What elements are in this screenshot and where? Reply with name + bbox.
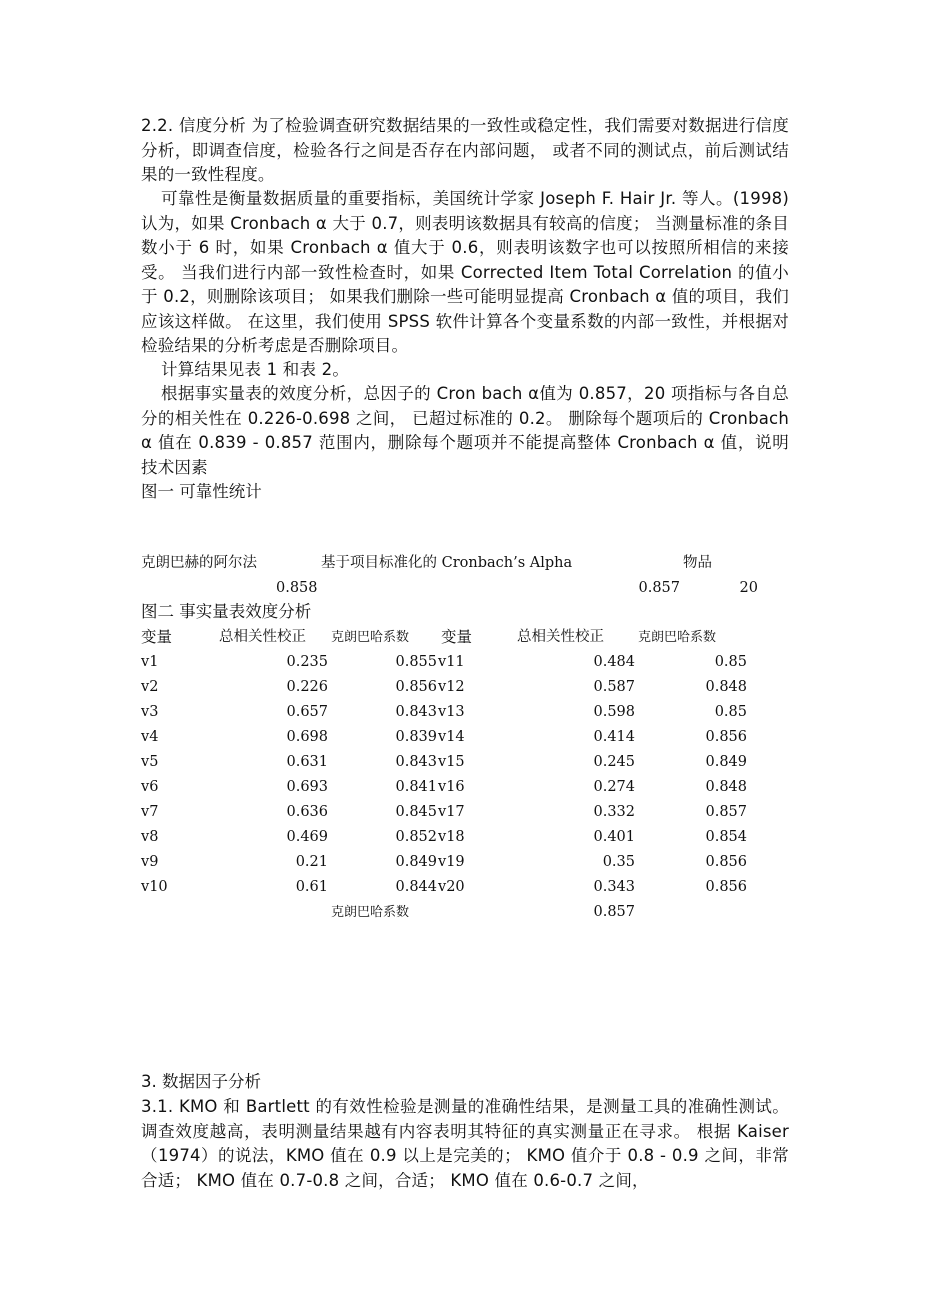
cell-variable-left: v1 — [141, 654, 159, 670]
col-header-corrected-2: 总相关性校正 — [517, 629, 604, 645]
section-3-1-paragraph: 3.1. KMO 和 Bartlett 的有效性检验是测量的准确性结果，是测量工具的准确性测试。 调查效度越高，表明测量结果越有内容表明其特征的真实测量正在寻求。 根据 Kaiser（1974）的说法，KMO 值在 0.9 以上是完美的； KMO 值介于 0.8 - 0.9 之间，非常合适； KMO 值在 0.7-0.8 之间，合适； KMO 值在 0.6-0.7 之间， — [141, 1097, 789, 1190]
cell-variable-left: v3 — [141, 704, 159, 720]
cell-corrected-right: 0.343 — [593, 879, 635, 895]
cell-alpha-left: 0.856 — [395, 679, 437, 695]
figure-2-caption: 图二 事实量表效度分析 — [141, 602, 312, 621]
header-cronbach-alpha: 克朗巴赫的阿尔法 — [141, 555, 257, 571]
cell-variable-left: v10 — [141, 879, 168, 895]
cell-corrected-left: 0.631 — [286, 754, 328, 770]
cell-corrected-right: 0.332 — [593, 804, 635, 820]
section-3-heading: 3. 数据因子分析 — [141, 1072, 261, 1091]
cell-alpha-left: 0.845 — [395, 804, 437, 820]
cell-corrected-right: 0.401 — [593, 829, 635, 845]
footer-alpha-value: 0.857 — [593, 904, 635, 920]
cell-variable-right: v18 — [438, 829, 465, 845]
cell-alpha-left: 0.844 — [395, 879, 437, 895]
cell-variable-right: v17 — [438, 804, 465, 820]
cell-corrected-left: 0.657 — [286, 704, 328, 720]
cell-variable-left: v5 — [141, 754, 159, 770]
cell-corrected-right: 0.35 — [602, 854, 635, 870]
cell-corrected-left: 0.636 — [286, 804, 328, 820]
value-items: 20 — [739, 580, 758, 596]
cell-alpha-left: 0.843 — [395, 704, 437, 720]
reliability-paragraph: 可靠性是衡量数据质量的重要指标，美国统计学家 Joseph F. Hair Jr. 等人。(1998) 认为，如果 Cronbach α 大于 0.7，则表明该数据具有较高的信度； 当测量标准的条目数小于 6 时，如果 Cronbach α 值大于 0.6，则表明该数字也可以按照所相信的来接受。 当我们进行内部一致性检查时，如果 Corrected Item Total Correlation 的值小于 0.2，则删除该项目； 如果我们删除一些可能明显提高 Cronbach α 值的项目，我们应该这样做。 在这里，我们使用 SPSS 软件计算各个变量系数的内部一致性，并根据对检验结果的分析考虑是否删除项目。 — [141, 189, 789, 355]
cell-alpha-right: 0.848 — [705, 679, 747, 695]
results-reference: 计算结果见表 1 和表 2。 — [161, 360, 350, 379]
cell-alpha-right: 0.857 — [705, 804, 747, 820]
cell-variable-right: v16 — [438, 779, 465, 795]
cell-corrected-left: 0.698 — [286, 729, 328, 745]
cell-corrected-right: 0.414 — [593, 729, 635, 745]
cell-corrected-right: 0.598 — [593, 704, 635, 720]
cell-corrected-left: 0.21 — [295, 854, 328, 870]
cell-variable-left: v2 — [141, 679, 159, 695]
cell-variable-right: v20 — [438, 879, 465, 895]
cell-alpha-right: 0.856 — [705, 854, 747, 870]
cell-variable-right: v14 — [438, 729, 465, 745]
cell-variable-right: v12 — [438, 679, 465, 695]
col-header-variable-2: 变量 — [441, 628, 473, 646]
figure-1-caption: 图一 可靠性统计 — [141, 482, 262, 501]
cell-alpha-right: 0.848 — [705, 779, 747, 795]
col-header-corrected-1: 总相关性校正 — [219, 629, 306, 645]
cell-variable-right: v11 — [438, 654, 465, 670]
cell-corrected-left: 0.693 — [286, 779, 328, 795]
cell-variable-right: v19 — [438, 854, 465, 870]
cell-alpha-right: 0.856 — [705, 879, 747, 895]
cell-corrected-left: 0.469 — [286, 829, 328, 845]
cell-variable-left: v6 — [141, 779, 159, 795]
footer-alpha-label: 克朗巴哈系数 — [331, 905, 410, 920]
cell-alpha-right: 0.854 — [705, 829, 747, 845]
cell-alpha-right: 0.856 — [705, 729, 747, 745]
cell-alpha-left: 0.855 — [395, 654, 437, 670]
value-standardized-alpha: 0.857 — [638, 580, 680, 596]
cell-variable-left: v9 — [141, 854, 159, 870]
cell-corrected-right: 0.245 — [593, 754, 635, 770]
cell-variable-right: v15 — [438, 754, 465, 770]
cell-variable-right: v13 — [438, 704, 465, 720]
header-standardized-alpha: 基于项目标准化的 Cronbach’s Alpha — [321, 555, 573, 571]
section-2-2-paragraph: 2.2. 信度分析 为了检验调查研究数据结果的一致性或稳定性，我们需要对数据进行信度分析，即调查信度，检验各行之间是否存在内部问题， 或者不同的测试点，前后测试结果的一致性程度。 — [141, 116, 789, 184]
cell-variable-left: v8 — [141, 829, 159, 845]
cell-corrected-left: 0.226 — [286, 679, 328, 695]
cell-corrected-right: 0.587 — [593, 679, 635, 695]
cell-alpha-left: 0.843 — [395, 754, 437, 770]
col-header-alpha-1: 克朗巴哈系数 — [331, 630, 410, 645]
cell-alpha-right: 0.85 — [714, 704, 747, 720]
cell-variable-left: v4 — [141, 729, 159, 745]
cell-alpha-right: 0.85 — [714, 654, 747, 670]
cell-alpha-right: 0.849 — [705, 754, 747, 770]
col-header-alpha-2: 克朗巴哈系数 — [638, 630, 717, 645]
cell-corrected-left: 0.61 — [295, 879, 328, 895]
cell-corrected-right: 0.484 — [593, 654, 635, 670]
cell-alpha-left: 0.852 — [395, 829, 437, 845]
header-items: 物品 — [683, 555, 712, 571]
cell-alpha-left: 0.841 — [395, 779, 437, 795]
cell-variable-left: v7 — [141, 804, 159, 820]
cell-corrected-right: 0.274 — [593, 779, 635, 795]
col-header-variable-1: 变量 — [141, 628, 173, 646]
cell-alpha-left: 0.839 — [395, 729, 437, 745]
validity-paragraph: 根据事实量表的效度分析，总因子的 Cron bach α值为 0.857，20 项指标与各自总分的相关性在 0.226-0.698 之间， 已超过标准的 0.2。 删除每个题项后的 Cronbach α 值在 0.839 - 0.857 范围内，删除每个题项并不能提高整体 Cronbach α 值，说明技术因素 — [141, 384, 789, 477]
cell-corrected-left: 0.235 — [286, 654, 328, 670]
cell-alpha-left: 0.849 — [395, 854, 437, 870]
value-cronbach-alpha: 0.858 — [276, 580, 318, 596]
